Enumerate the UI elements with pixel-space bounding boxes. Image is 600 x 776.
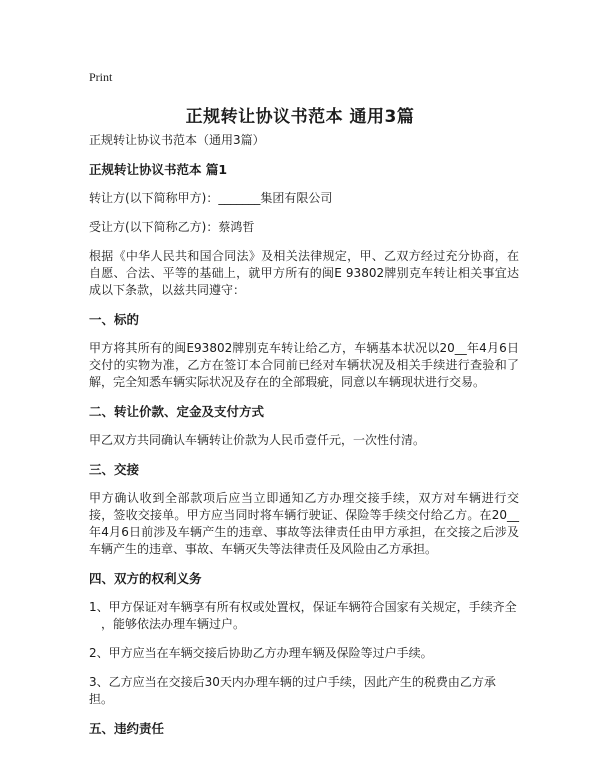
section-4-item-2-text: 2、甲方应当在车辆交接后协助乙方办理车辆及保险等过户手续。 <box>89 646 433 660</box>
section-4-item-1-cont: ，能够依法办理车辆过户。 <box>101 617 246 631</box>
section-2-body: 甲乙双方共同确认车辆转让价款为人民币壹仟元，一次性付清。 <box>89 433 426 447</box>
party-b-line: 受让方(以下简称乙方)：蔡鸿哲 <box>89 220 255 234</box>
document-subtitle: 正规转让协议书范本（通用3篇） <box>89 133 265 147</box>
document-title: 正规转让协议书范本 通用3篇 <box>185 107 415 127</box>
document-body <box>89 132 519 749</box>
section-2-heading: 二、转让价款、定金及支付方式 <box>89 404 265 419</box>
section-4-item <box>89 645 519 662</box>
section-1-body: 甲方将其所有的闽E93802牌别克车转让给乙方，车辆基本状况以20__年4月6日交付的实物为准，乙方在签订本合同前已经对车辆状况及相关手续进行查验和了解，完全知悉车辆实际状况及存在的全部瑕疵，同意以车辆现状进行交易。 <box>89 341 519 389</box>
party-a-line: 转让方(以下简称甲方)：_______集团有限公司 <box>89 191 333 205</box>
section-3-heading: 三、交接 <box>89 462 140 477</box>
section-4-heading: 四、双方的权利义务 <box>89 571 202 586</box>
section-5-heading: 五、违约责任 <box>89 721 165 736</box>
section-1-heading: 一、标的 <box>89 312 140 327</box>
intro-paragraph: 根据《中华人民共和国合同法》及相关法律规定，甲、乙双方经过充分协商，在自愿、合法、平等的基础上，就甲方所有的闽E 93802牌别克车转让相关事宜达成以下条款，以兹共同遵守： <box>89 249 519 297</box>
section-4-item-3-text: 3、乙方应当在交接后30天内办理车辆的过户手续，因此产生的税费由乙方承担。 <box>89 675 496 706</box>
part-heading: 正规转让协议书范本 篇1 <box>89 162 228 177</box>
section-4-item <box>89 599 519 633</box>
print-link[interactable]: Print <box>89 70 113 84</box>
section-3-body: 甲方确认收到全部款项后应当立即通知乙方办理交接手续，双方对车辆进行交接，签收交接单。甲方应当同时将车辆行驶证、保险等手续交付给乙方。在20__年4月6日前涉及车辆产生的违章、事故等法律责任由甲方承担，在交接之后涉及车辆产生的违章、事故、车辆灭失等法律责任及风险由乙方承担。 <box>89 491 519 556</box>
section-4-item-1-text: 1、甲方保证对车辆享有所有权或处置权，保证车辆符合国家有关规定，手续齐全 <box>89 600 517 614</box>
section-4-item <box>89 674 519 708</box>
